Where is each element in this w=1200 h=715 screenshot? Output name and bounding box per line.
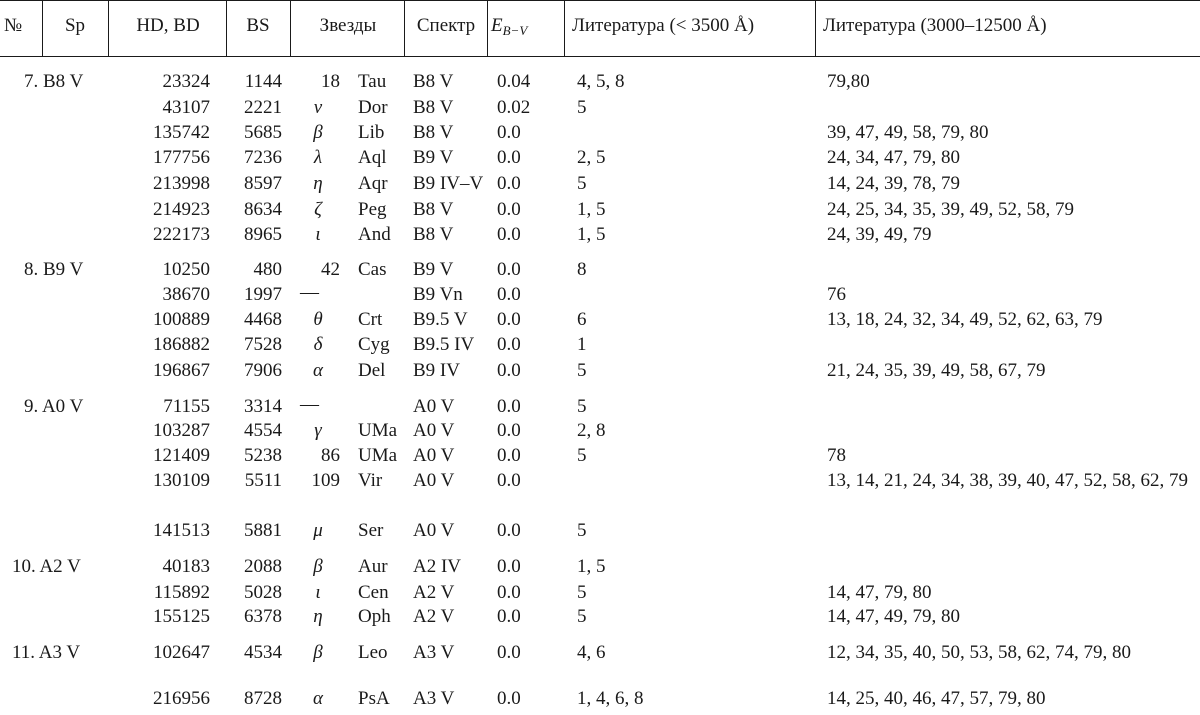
cell-bs-number: 2221 (244, 97, 282, 118)
cell-hd-number: 10250 (162, 259, 210, 280)
cell-bs-number: 6378 (244, 606, 282, 627)
cell-constellation: UMa (358, 445, 398, 466)
header-hd-bd: HD, BD (136, 15, 200, 36)
cell-spectrum: A0 V (413, 445, 455, 466)
header-lit-uv: Литература (< 3500 Å) (572, 15, 755, 36)
cell-ebv: 0.0 (497, 259, 521, 280)
cell-star-designation: 18 (321, 71, 340, 92)
header-divider (290, 0, 291, 56)
cell-lit-uv: 1 (577, 334, 587, 355)
cell-lit-uv: 5 (577, 606, 587, 627)
cell-spectrum: A2 IV (413, 556, 462, 577)
cell-spectrum: A3 V (413, 688, 455, 709)
cell-spectrum: B8 V (413, 199, 454, 220)
cell-spectrum: A3 V (413, 642, 455, 663)
cell-star-designation: 109 (311, 470, 340, 491)
cell-hd-number: 135742 (153, 122, 210, 143)
cell-spectrum: A0 V (413, 420, 455, 441)
header-spectrum: Спектр (416, 15, 476, 36)
cell-star-designation: μ (313, 520, 323, 541)
cell-lit-uv: 1, 5 (577, 224, 606, 245)
cell-constellation: Del (358, 360, 386, 381)
cell-lit-vis: 79,80 (827, 71, 870, 92)
cell-hd-number: 196867 (153, 360, 210, 381)
header-divider (42, 0, 43, 56)
cell-star-designation: α (313, 360, 323, 381)
cell-ebv: 0.0 (497, 173, 521, 194)
cell-hd-number: 23324 (162, 71, 210, 92)
cell-bs-number: 4534 (244, 642, 282, 663)
cell-star-designation: ι (315, 582, 321, 603)
cell-spectrum: A2 V (413, 582, 455, 603)
cell-bs-number: 5511 (244, 470, 282, 491)
cell-ebv: 0.0 (497, 360, 521, 381)
cell-lit-uv: 5 (577, 445, 587, 466)
cell-star-designation: β (313, 122, 323, 143)
cell-lit-vis: 76 (827, 284, 846, 305)
cell-constellation: Lib (358, 122, 385, 143)
cell-ebv: 0.0 (497, 334, 521, 355)
header-ebv-sub: B−V (502, 23, 528, 38)
cell-ebv: 0.0 (497, 445, 521, 466)
cell-bs-number: 5881 (244, 520, 282, 541)
cell-lit-vis: 24, 25, 34, 35, 39, 49, 52, 58, 79 (827, 199, 1074, 220)
cell-spectrum: B9.5 V (413, 309, 468, 330)
table-top-rule (0, 0, 1200, 1)
cell-star-designation: θ (313, 309, 323, 330)
cell-bs-number: 4554 (244, 420, 282, 441)
group-label: 8. B9 V (24, 259, 84, 280)
cell-star-designation: — (300, 282, 319, 303)
cell-bs-number: 3314 (244, 396, 282, 417)
cell-bs-number: 8634 (244, 199, 282, 220)
cell-ebv: 0.0 (497, 582, 521, 603)
cell-star-designation: β (313, 556, 323, 577)
cell-lit-vis: 12, 34, 35, 40, 50, 53, 58, 62, 74, 79, 80 (827, 642, 1131, 663)
cell-hd-number: 103287 (153, 420, 210, 441)
cell-constellation: UMa (358, 420, 398, 441)
cell-lit-uv: 4, 5, 8 (577, 71, 625, 92)
cell-lit-uv: 5 (577, 396, 587, 417)
cell-spectrum: B9 IV–V (413, 173, 484, 194)
cell-constellation: Crt (358, 309, 383, 330)
cell-lit-uv: 4, 6 (577, 642, 606, 663)
cell-lit-uv: 1, 5 (577, 556, 606, 577)
header-sp: Sp (64, 15, 86, 36)
cell-hd-number: 43107 (162, 97, 210, 118)
cell-hd-number: 40183 (162, 556, 210, 577)
cell-bs-number: 1144 (244, 71, 282, 92)
cell-constellation: Cyg (358, 334, 390, 355)
cell-spectrum: B8 V (413, 97, 454, 118)
cell-bs-number: 5685 (244, 122, 282, 143)
cell-star-designation: η (313, 173, 323, 194)
cell-lit-uv: 2, 8 (577, 420, 606, 441)
group-label: 11. A3 V (12, 642, 81, 663)
header-divider (815, 0, 816, 56)
header-bs: BS (246, 15, 270, 36)
cell-hd-number: 222173 (153, 224, 210, 245)
cell-star-designation: ι (315, 224, 321, 245)
group-label: 10. A2 V (12, 556, 81, 577)
header-bottom-rule (0, 56, 1200, 57)
cell-bs-number: 1997 (244, 284, 282, 305)
cell-lit-vis: 24, 39, 49, 79 (827, 224, 932, 245)
cell-spectrum: B9 Vn (413, 284, 463, 305)
cell-ebv: 0.0 (497, 520, 521, 541)
cell-spectrum: B8 V (413, 224, 454, 245)
cell-constellation: And (358, 224, 391, 245)
cell-spectrum: A0 V (413, 520, 455, 541)
cell-hd-number: 186882 (153, 334, 210, 355)
cell-ebv: 0.0 (497, 199, 521, 220)
cell-spectrum: B8 V (413, 71, 454, 92)
cell-constellation: Ser (358, 520, 384, 541)
cell-lit-uv: 5 (577, 173, 587, 194)
group-label: 9. A0 V (24, 396, 84, 417)
cell-ebv: 0.0 (497, 420, 521, 441)
header-stars: Звезды (319, 15, 377, 36)
cell-hd-number: 71155 (163, 396, 210, 417)
cell-constellation: Peg (358, 199, 387, 220)
cell-lit-vis: 24, 34, 47, 79, 80 (827, 147, 960, 168)
cell-star-designation: η (313, 606, 323, 627)
cell-lit-uv: 1, 4, 6, 8 (577, 688, 644, 709)
cell-constellation: Aqr (358, 173, 388, 194)
header-ebv (491, 14, 527, 43)
cell-constellation: Dor (358, 97, 388, 118)
cell-star-designation: α (313, 688, 323, 709)
cell-spectrum: B9.5 IV (413, 334, 475, 355)
header-divider (487, 0, 488, 56)
header-lit-vis: Литература (3000–12500 Å) (823, 15, 1047, 36)
cell-lit-uv: 5 (577, 97, 587, 118)
cell-bs-number: 8597 (244, 173, 282, 194)
cell-hd-number: 130109 (153, 470, 210, 491)
cell-hd-number: 121409 (153, 445, 210, 466)
cell-lit-vis: 14, 25, 40, 46, 47, 57, 79, 80 (827, 688, 1046, 709)
cell-bs-number: 4468 (244, 309, 282, 330)
cell-ebv: 0.0 (497, 606, 521, 627)
cell-lit-vis: 14, 47, 79, 80 (827, 582, 932, 603)
cell-ebv: 0.0 (497, 470, 521, 491)
cell-hd-number: 102647 (153, 642, 210, 663)
cell-hd-number: 177756 (153, 147, 210, 168)
cell-constellation: Aur (358, 556, 388, 577)
cell-bs-number: 7906 (244, 360, 282, 381)
cell-star-designation: δ (313, 334, 323, 355)
cell-spectrum: A2 V (413, 606, 455, 627)
cell-constellation: Tau (358, 71, 387, 92)
cell-constellation: PsA (358, 688, 390, 709)
cell-bs-number: 7528 (244, 334, 282, 355)
header-divider (564, 0, 565, 56)
cell-star-designation: γ (314, 420, 322, 441)
cell-lit-uv: 5 (577, 582, 587, 603)
cell-star-designation: λ (313, 147, 323, 168)
cell-bs-number: 5238 (244, 445, 282, 466)
cell-spectrum: B9 V (413, 147, 454, 168)
cell-lit-vis: 78 (827, 445, 846, 466)
cell-lit-uv: 8 (577, 259, 587, 280)
cell-bs-number: 8728 (244, 688, 282, 709)
cell-spectrum: A0 V (413, 396, 455, 417)
cell-ebv: 0.0 (497, 224, 521, 245)
cell-star-designation: ζ (314, 199, 322, 220)
cell-hd-number: 213998 (153, 173, 210, 194)
cell-bs-number: 480 (253, 259, 282, 280)
cell-hd-number: 100889 (153, 309, 210, 330)
cell-ebv: 0.02 (497, 97, 531, 118)
cell-hd-number: 214923 (153, 199, 210, 220)
cell-lit-uv: 6 (577, 309, 587, 330)
cell-hd-number: 38670 (162, 284, 210, 305)
header-divider (404, 0, 405, 56)
header-ebv-main: E (491, 15, 503, 36)
cell-constellation: Cas (358, 259, 387, 280)
cell-lit-uv: 2, 5 (577, 147, 606, 168)
cell-ebv: 0.0 (497, 396, 521, 417)
header-no: № (4, 15, 23, 36)
cell-constellation: Leo (358, 642, 388, 663)
cell-spectrum: B9 V (413, 259, 454, 280)
cell-ebv: 0.0 (497, 642, 521, 663)
cell-star-designation: 42 (321, 259, 340, 280)
cell-lit-vis: 39, 47, 49, 58, 79, 80 (827, 122, 989, 143)
cell-bs-number: 2088 (244, 556, 282, 577)
cell-lit-uv: 5 (577, 360, 587, 381)
cell-lit-vis: 21, 24, 35, 39, 49, 58, 67, 79 (827, 360, 1046, 381)
cell-ebv: 0.04 (497, 71, 531, 92)
cell-star-designation: 86 (321, 445, 340, 466)
cell-hd-number: 216956 (153, 688, 210, 709)
cell-ebv: 0.0 (497, 309, 521, 330)
cell-lit-vis: 13, 14, 21, 24, 34, 38, 39, 40, 47, 52, 58, 62, 79 (827, 470, 1188, 491)
cell-bs-number: 8965 (244, 224, 282, 245)
header-divider (108, 0, 109, 56)
cell-constellation: Aql (358, 147, 387, 168)
cell-star-designation: — (300, 394, 319, 415)
cell-ebv: 0.0 (497, 284, 521, 305)
cell-hd-number: 141513 (153, 520, 210, 541)
cell-lit-vis: 14, 47, 49, 79, 80 (827, 606, 960, 627)
cell-constellation: Cen (358, 582, 389, 603)
cell-constellation: Vir (358, 470, 383, 491)
header-divider (226, 0, 227, 56)
cell-spectrum: B8 V (413, 122, 454, 143)
cell-ebv: 0.0 (497, 147, 521, 168)
cell-ebv: 0.0 (497, 122, 521, 143)
cell-bs-number: 5028 (244, 582, 282, 603)
cell-star-designation: ν (313, 97, 323, 118)
cell-spectrum: A0 V (413, 470, 455, 491)
cell-lit-uv: 5 (577, 520, 587, 541)
cell-constellation: Oph (358, 606, 391, 627)
cell-lit-uv: 1, 5 (577, 199, 606, 220)
cell-spectrum: B9 IV (413, 360, 460, 381)
cell-ebv: 0.0 (497, 556, 521, 577)
cell-hd-number: 115892 (153, 582, 210, 603)
group-label: 7. B8 V (24, 71, 84, 92)
cell-ebv: 0.0 (497, 688, 521, 709)
cell-star-designation: β (313, 642, 323, 663)
cell-lit-vis: 14, 24, 39, 78, 79 (827, 173, 960, 194)
cell-lit-vis: 13, 18, 24, 32, 34, 49, 52, 62, 63, 79 (827, 309, 1103, 330)
cell-bs-number: 7236 (244, 147, 282, 168)
cell-hd-number: 155125 (153, 606, 210, 627)
